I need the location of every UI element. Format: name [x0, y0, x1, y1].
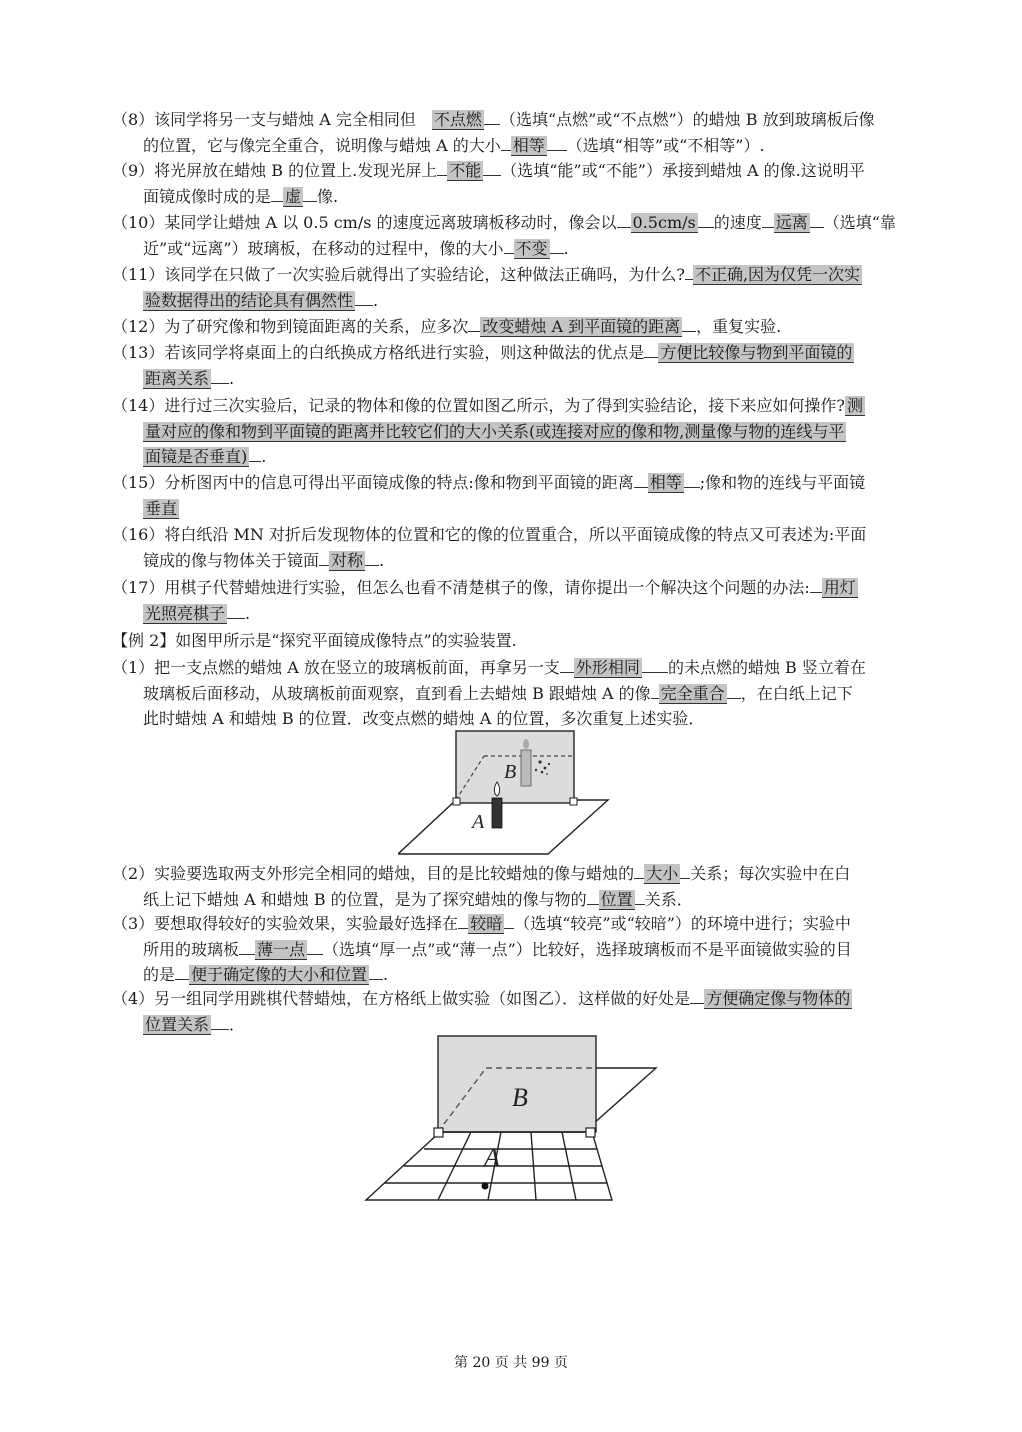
answer-blank: 虚 — [285, 186, 302, 206]
answer-blank: 较暗 — [470, 914, 503, 933]
answer-blank: 距离关系 — [145, 368, 210, 388]
question-text: （8）该同学将另一支与蜡烛 A 完全相同但 — [112, 110, 416, 129]
question-text: （14）进行过三次实验后，记录的物体和像的位置如图乙所示，为了得到实验结论，接下来应如何操作? — [112, 396, 845, 415]
question-12 — [112, 314, 918, 340]
question-text: ，重复实验. — [696, 317, 782, 336]
question-text: （10）某同学让蜡烛 A 以 0.5 cm/s 的速度远离玻璃板移动时，像会以 — [112, 213, 617, 232]
question-text: 近”或“远离”）玻璃板，在移动的过程中，像的大小 — [143, 238, 504, 258]
answer-blank: 相等 — [512, 135, 545, 155]
question-17 — [112, 575, 918, 626]
question-text: 镜成的像与物体关于镜面 — [143, 550, 320, 570]
label-a: A — [484, 1143, 500, 1172]
question-text: 的未点燃的蜡烛 B 竖立着在 — [667, 658, 866, 677]
question-11 — [112, 262, 918, 313]
answer-blank: 光照亮棋子 — [145, 603, 226, 623]
question-14 — [112, 393, 918, 470]
question-text: 关系． — [644, 889, 693, 909]
example-2-title — [112, 628, 918, 654]
question-text: . — [229, 368, 235, 388]
answer-blank: 外形相同 — [575, 658, 640, 677]
question-text: （4）另一组同学用跳棋代替蜡烛，在方格纸上做实验（如图乙）．这样做的好处是 — [112, 989, 691, 1008]
paper-plane — [398, 800, 608, 854]
answer-blank: 不正确,因为仅凭一次实 — [694, 265, 861, 284]
answer-blank: 便于确定像的大小和位置 — [191, 965, 368, 984]
question-9 — [112, 158, 918, 209]
answer-blank: 方便确定像与物体的 — [706, 989, 851, 1008]
example-title-text: 【例 2】如图甲所示是“探究平面镜成像特点”的实验装置. — [112, 631, 517, 650]
question-text: 玻璃板后面移动，从玻璃板前面观察，直到看上去蜡烛 B 跟蜡烛 A 的像 — [143, 683, 651, 703]
question-text: 此时蜡烛 A 和蜡烛 B 的位置．改变点燃的蜡烛 A 的位置，多次重复上述实验． — [143, 709, 705, 728]
question-text: ． — [229, 1014, 246, 1034]
answer-blank: 位置关系 — [145, 1014, 210, 1034]
example-2-question-4 — [112, 986, 918, 1037]
question-text: （12）为了研究像和物到镜面距离的关系，应多次 — [112, 317, 469, 336]
candle-b — [521, 750, 531, 786]
answer-blank: 薄一点 — [257, 939, 306, 959]
question-text: （11）该同学在只做了一次实验后就得出了实验结论，这种做法正确吗，为什么? — [112, 265, 685, 284]
example-2-question-2 — [112, 861, 918, 912]
answer-blank: 方便比较像与物到平面镜的 — [660, 343, 853, 362]
question-text: 关系；每次实验中在白 — [690, 864, 851, 883]
label-b: B — [504, 761, 517, 783]
label-a: A — [472, 811, 485, 833]
question-text: 所用的玻璃板 — [143, 939, 240, 959]
answer-blank: 不点燃 — [433, 110, 482, 129]
question-text: （选填“相等”或“不相等”）. — [566, 135, 765, 155]
answer-blank: 不能 — [449, 161, 482, 180]
question-text: （17）用棋子代替蜡烛进行实验，但怎么也看不清楚棋子的像，请你提出一个解决这个问题的办法: — [112, 578, 810, 597]
question-text: ;像和物的连线与平面镜 — [699, 473, 866, 492]
figure-candle-apparatus — [398, 728, 618, 858]
question-text: 像. — [317, 186, 339, 206]
question-text: . — [379, 550, 385, 570]
answer-blank: 验数据得出的结论具有偶然性 — [145, 290, 354, 310]
answer-blank: 对称 — [331, 550, 364, 570]
question-text: （选填“厚一点”或“薄一点”）比较好，选择玻璃板而不是平面镜做实验的目 — [323, 939, 852, 959]
answer-blank: 0.5cm/s — [632, 213, 696, 232]
answer-blank: 改变蜡烛 A 到平面镜的距离 — [482, 317, 681, 336]
question-text: （9）将光屏放在蜡烛 B 的位置上.发现光屏上 — [112, 161, 438, 180]
answer-blank: 完全重合 — [660, 683, 725, 703]
question-13 — [112, 340, 918, 391]
question-text: （选填“能”或“不能”）承接到蜡烛 A 的像.这说明平 — [501, 161, 865, 180]
question-text: （选填“点燃”或“不点燃”）的蜡烛 B 放到玻璃板后像 — [499, 110, 875, 129]
question-text: 的速度 — [713, 213, 762, 232]
figure-grid-apparatus — [364, 1034, 659, 1204]
question-text: （3）要想取得较好的实验效果，实验最好选择在 — [112, 914, 459, 933]
answer-blank: 远离 — [775, 213, 808, 232]
question-text: 的位置，它与像完全重合，说明像与蜡烛 A 的大小 — [143, 135, 501, 155]
answer-blank: 位置 — [600, 889, 633, 909]
question-text: . — [563, 238, 569, 258]
question-text: （选填“靠 — [823, 213, 896, 232]
question-text: . — [245, 603, 251, 623]
question-10 — [112, 210, 918, 261]
question-text: . — [261, 447, 267, 466]
answer-blank: 不变 — [515, 238, 548, 258]
question-text: （1）把一支点燃的蜡烛 A 放在竖立的玻璃板前面，再拿另一支 — [112, 658, 560, 677]
question-text: ，在白纸上记下 — [740, 683, 853, 703]
question-text: （15）分析图丙中的信息可得出平面镜成像的特点:像和物到平面镜的距离 — [112, 473, 634, 492]
question-8 — [112, 107, 918, 158]
question-16 — [112, 522, 918, 573]
answer-blank: 量对应的像和物到平面镜的距离并比较它们的大小关系(或连接对应的像和物,测量像与物的连线与平 — [145, 421, 845, 441]
label-b: B — [512, 1083, 528, 1112]
question-text: . — [383, 965, 389, 984]
answer-blank: 测 — [846, 396, 863, 415]
checker-piece — [482, 1183, 489, 1190]
question-text: （13）若该同学将桌面上的白纸换成方格纸进行实验，则这种做法的优点是 — [112, 343, 645, 362]
answer-blank: 垂直 — [145, 498, 178, 518]
answer-blank: 用灯 — [823, 578, 856, 597]
question-text: 的是 — [143, 965, 176, 984]
answer-blank: 大小 — [646, 864, 679, 883]
candle-a — [492, 798, 502, 828]
question-text: . — [373, 290, 379, 310]
answer-blank: 面镜是否垂直) — [145, 447, 248, 466]
question-text: （选填“较亮”或“较暗”）的环境中进行；实验中 — [514, 914, 851, 933]
question-text: （2）实验要选取两支外形完全相同的蜡烛，目的是比较蜡烛的像与蜡烛的 — [112, 864, 635, 883]
question-text: 纸上记下蜡烛 A 和蜡烛 B 的位置，是为了探究蜡烛的像与物的 — [143, 889, 587, 909]
example-2-question-1 — [112, 655, 918, 732]
answer-blank: 相等 — [649, 473, 682, 492]
question-15 — [112, 470, 918, 521]
question-text: 面镜成像时成的是 — [143, 186, 272, 206]
page-footer: 第 20 页 共 99 页 — [454, 1355, 568, 1371]
example-2-question-3 — [112, 911, 918, 988]
question-text: （16）将白纸沿 MN 对折后发现物体的位置和它的像的位置重合，所以平面镜成像的特点又可表述为:平面 — [112, 525, 867, 544]
